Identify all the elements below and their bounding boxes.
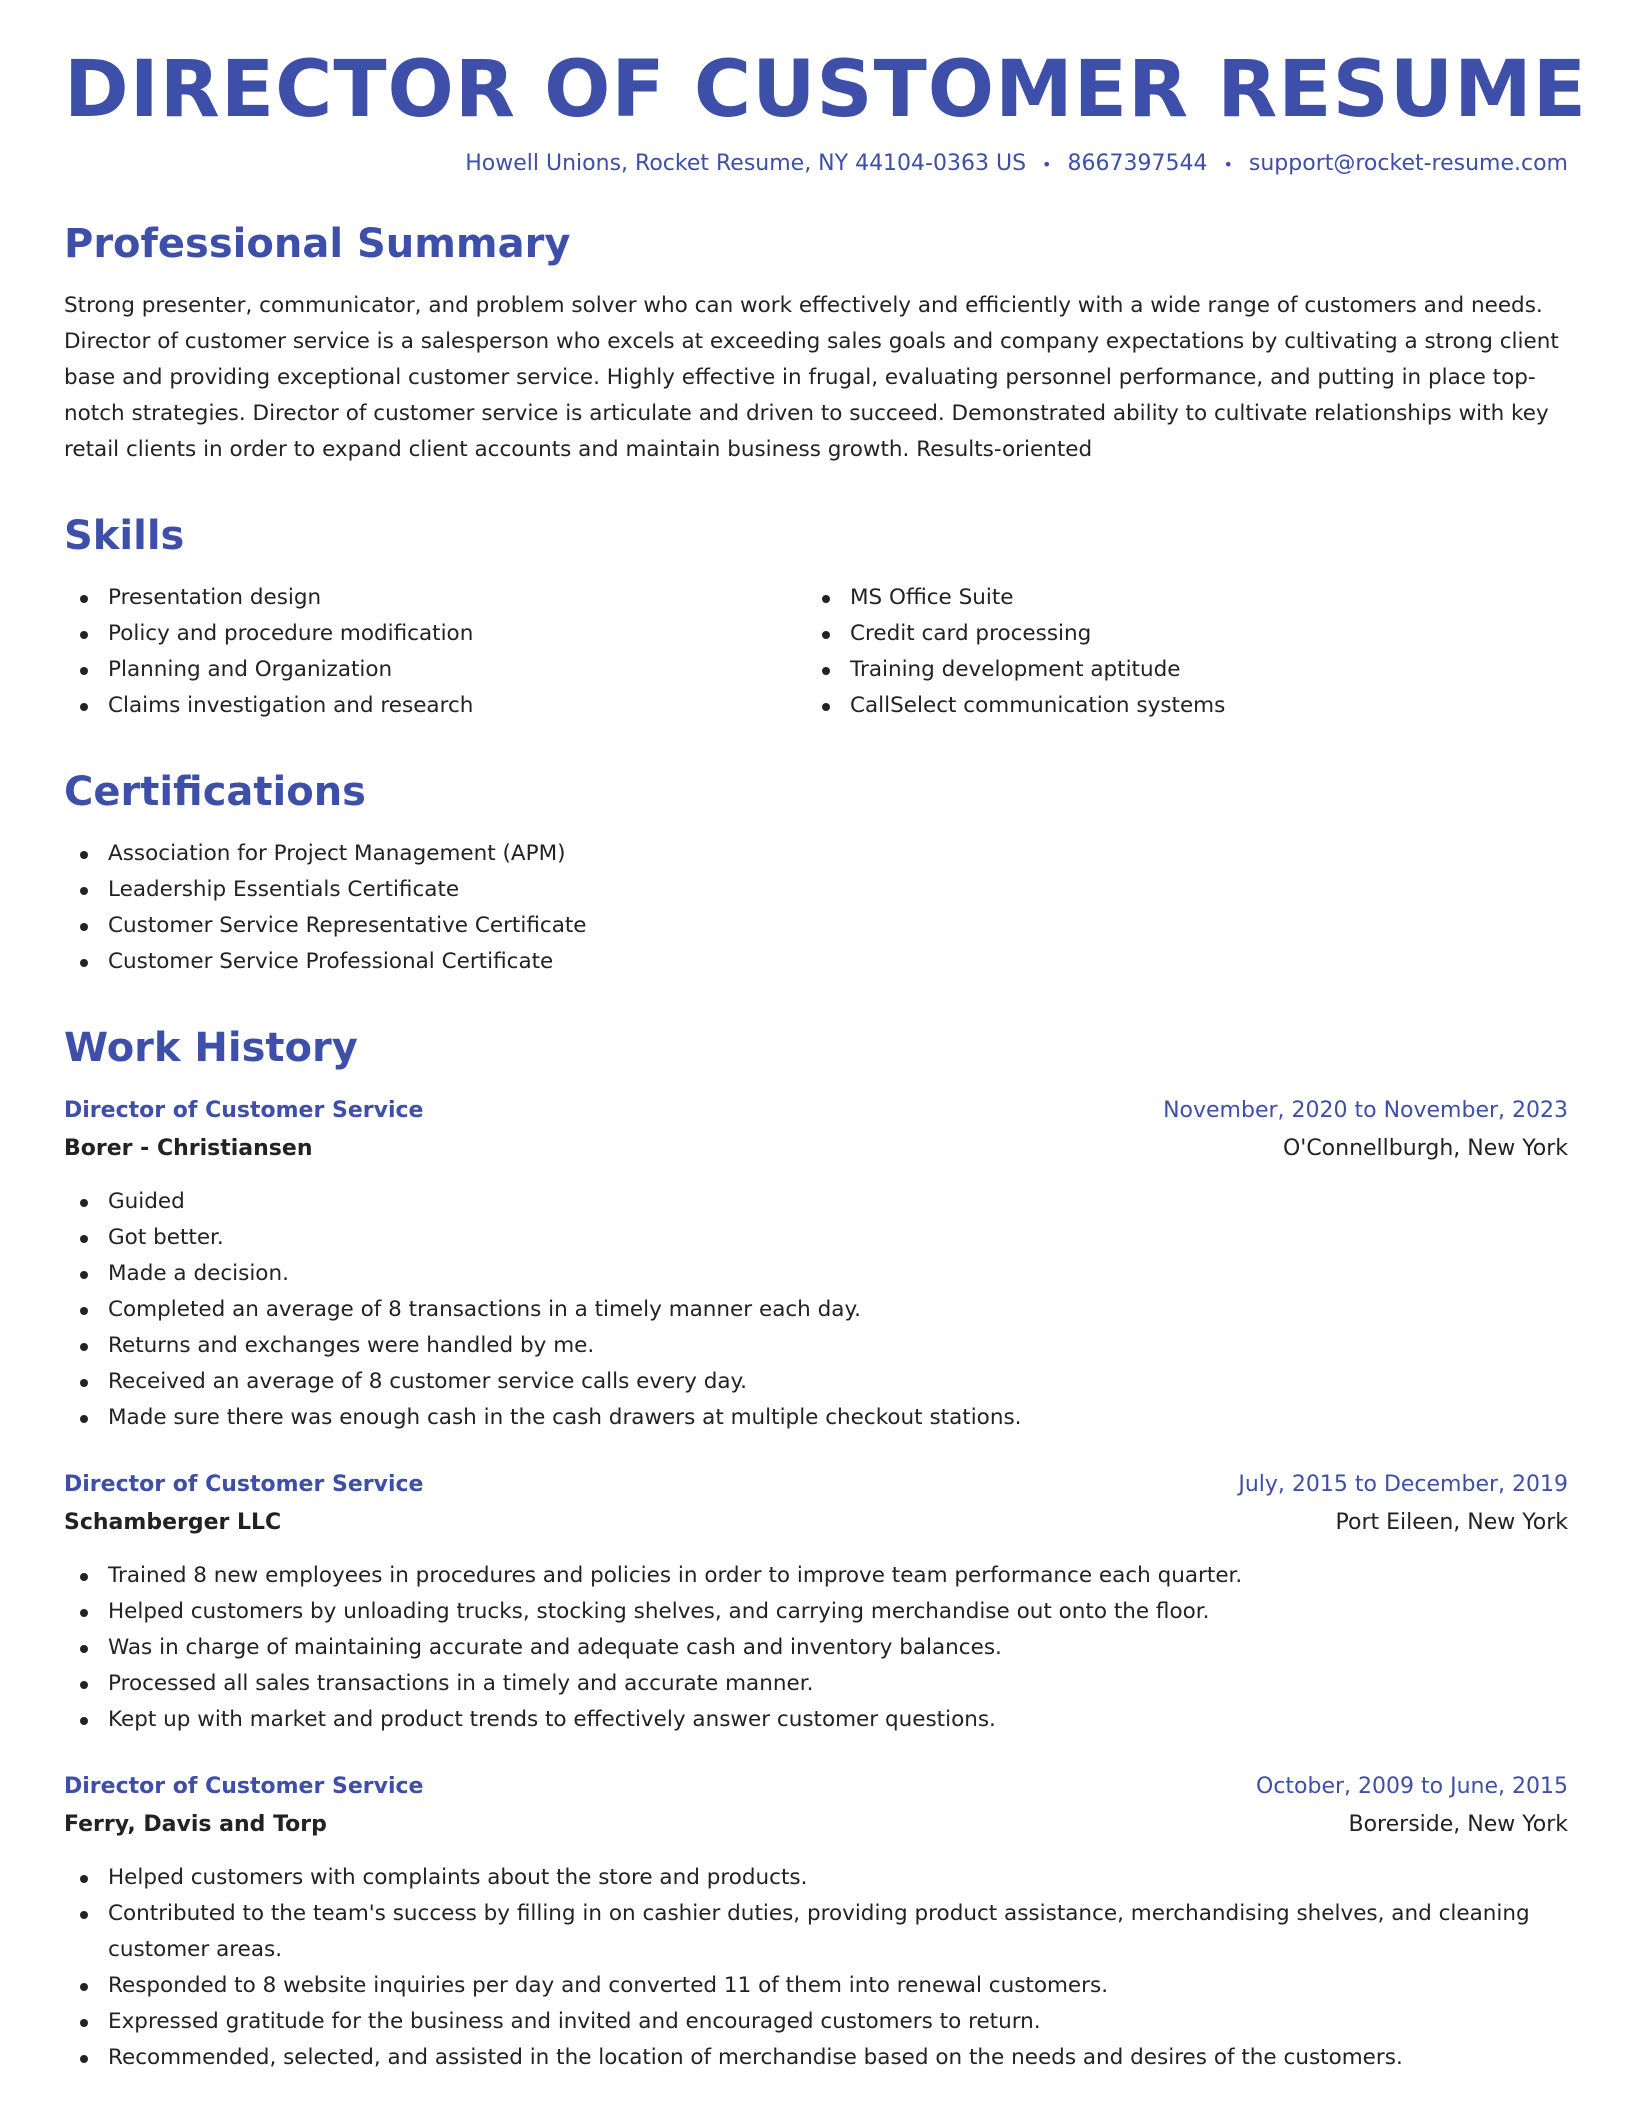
skill-item: Claims investigation and research	[64, 688, 806, 724]
job-entry	[64, 1768, 1568, 2076]
certification-item: Customer Service Professional Certificate	[64, 944, 1568, 980]
job-company: Schamberger LLC	[64, 1510, 282, 1536]
job-bullet: Was in charge of maintaining accurate and adequate cash and inventory balances.	[64, 1630, 1568, 1666]
job-dates: October, 2009 to June, 2015	[1256, 1774, 1568, 1800]
job-title: Director of Customer Service	[64, 1472, 424, 1498]
job-bullet: Expressed gratitude for the business and invited and encouraged customers to return.	[64, 2004, 1568, 2040]
job-dates: July, 2015 to December, 2019	[1238, 1472, 1568, 1498]
contact-address: Howell Unions, Rocket Resume, NY 44104-0363 US	[465, 151, 1027, 177]
job-bullets	[64, 1860, 1568, 2076]
job-location: Port Eileen, New York	[1335, 1510, 1568, 1536]
job-company: Borer - Christiansen	[64, 1136, 313, 1162]
job-bullet: Returns and exchanges were handled by me.	[64, 1328, 1568, 1364]
skill-item: CallSelect communication systems	[806, 688, 1568, 724]
job-bullet: Made a decision.	[64, 1256, 1568, 1292]
contact-email: support@rocket-resume.com	[1248, 151, 1568, 177]
job-entry	[64, 1466, 1568, 1738]
skills-list	[64, 580, 1568, 724]
skill-item: Credit card processing	[806, 616, 1568, 652]
job-location: Borerside, New York	[1348, 1812, 1568, 1838]
job-bullet: Got better.	[64, 1220, 1568, 1256]
job-bullet: Contributed to the team's success by filling in on cashier duties, providing product assistance, merchandising shelves, and cleaning customer areas.	[64, 1896, 1568, 1968]
work-history-heading: Work History	[64, 1025, 358, 1072]
skills-column-left	[64, 580, 806, 724]
job-entry	[64, 1092, 1568, 1436]
job-title: Director of Customer Service	[64, 1774, 424, 1800]
job-bullet: Helped customers with complaints about the store and products.	[64, 1860, 1568, 1896]
job-bullet: Recommended, selected, and assisted in the location of merchandise based on the needs and desires of the customers.	[64, 2040, 1568, 2076]
job-bullet: Guided	[64, 1184, 1568, 1220]
job-bullet: Received an average of 8 customer service calls every day.	[64, 1364, 1568, 1400]
skills-heading: Skills	[64, 513, 185, 560]
job-bullet: Made sure there was enough cash in the cash drawers at multiple checkout stations.	[64, 1400, 1568, 1436]
contact-separator: •	[1042, 154, 1052, 174]
summary-heading: Professional Summary	[64, 221, 571, 268]
job-bullet: Helped customers by unloading trucks, stocking shelves, and carrying merchandise out onto the floor.	[64, 1594, 1568, 1630]
job-bullet: Trained 8 new employees in procedures and policies in order to improve team performance each quarter.	[64, 1558, 1568, 1594]
certifications-list	[64, 836, 1568, 980]
certification-item: Customer Service Representative Certificate	[64, 908, 1568, 944]
summary-text: Strong presenter, communicator, and problem solver who can work effectively and efficiently with a wide range of customers and needs. Director of customer service is a salesperson who excels at exceeding sales goals and company expectations by cultivating a strong client base and providing exceptional customer service. Highly effective in frugal, evaluating personnel performance, and putting in place top-notch strategies. Director of customer service is articulate and driven to succeed. Demonstrated ability to cultivate relationships with key retail clients in order to expand client accounts and maintain business growth. Results-oriented	[64, 293, 1559, 463]
skill-item: Planning and Organization	[64, 652, 806, 688]
resume-name: DIRECTOR OF CUSTOMER RESUME	[64, 45, 1587, 135]
job-location: O'Connellburgh, New York	[1282, 1136, 1568, 1162]
job-bullet: Processed all sales transactions in a timely and accurate manner.	[64, 1666, 1568, 1702]
certifications-heading: Certifications	[64, 769, 366, 816]
contact-line	[64, 151, 1568, 176]
contact-phone: 8667397544	[1067, 151, 1208, 177]
job-title: Director of Customer Service	[64, 1098, 424, 1124]
skill-item: Presentation design	[64, 580, 806, 616]
job-bullets	[64, 1558, 1568, 1738]
job-company: Ferry, Davis and Torp	[64, 1812, 327, 1838]
certification-item: Association for Project Management (APM)	[64, 836, 1568, 872]
skill-item: Training development aptitude	[806, 652, 1568, 688]
job-bullets	[64, 1184, 1568, 1436]
job-bullet: Completed an average of 8 transactions in a timely manner each day.	[64, 1292, 1568, 1328]
job-dates: November, 2020 to November, 2023	[1163, 1098, 1568, 1124]
skill-item: MS Office Suite	[806, 580, 1568, 616]
job-bullet: Responded to 8 website inquiries per day and converted 11 of them into renewal customers.	[64, 1968, 1568, 2004]
skills-column-right	[806, 580, 1568, 724]
job-bullet: Kept up with market and product trends to effectively answer customer questions.	[64, 1702, 1568, 1738]
contact-separator: •	[1223, 154, 1233, 174]
skill-item: Policy and procedure modification	[64, 616, 806, 652]
certification-item: Leadership Essentials Certificate	[64, 872, 1568, 908]
